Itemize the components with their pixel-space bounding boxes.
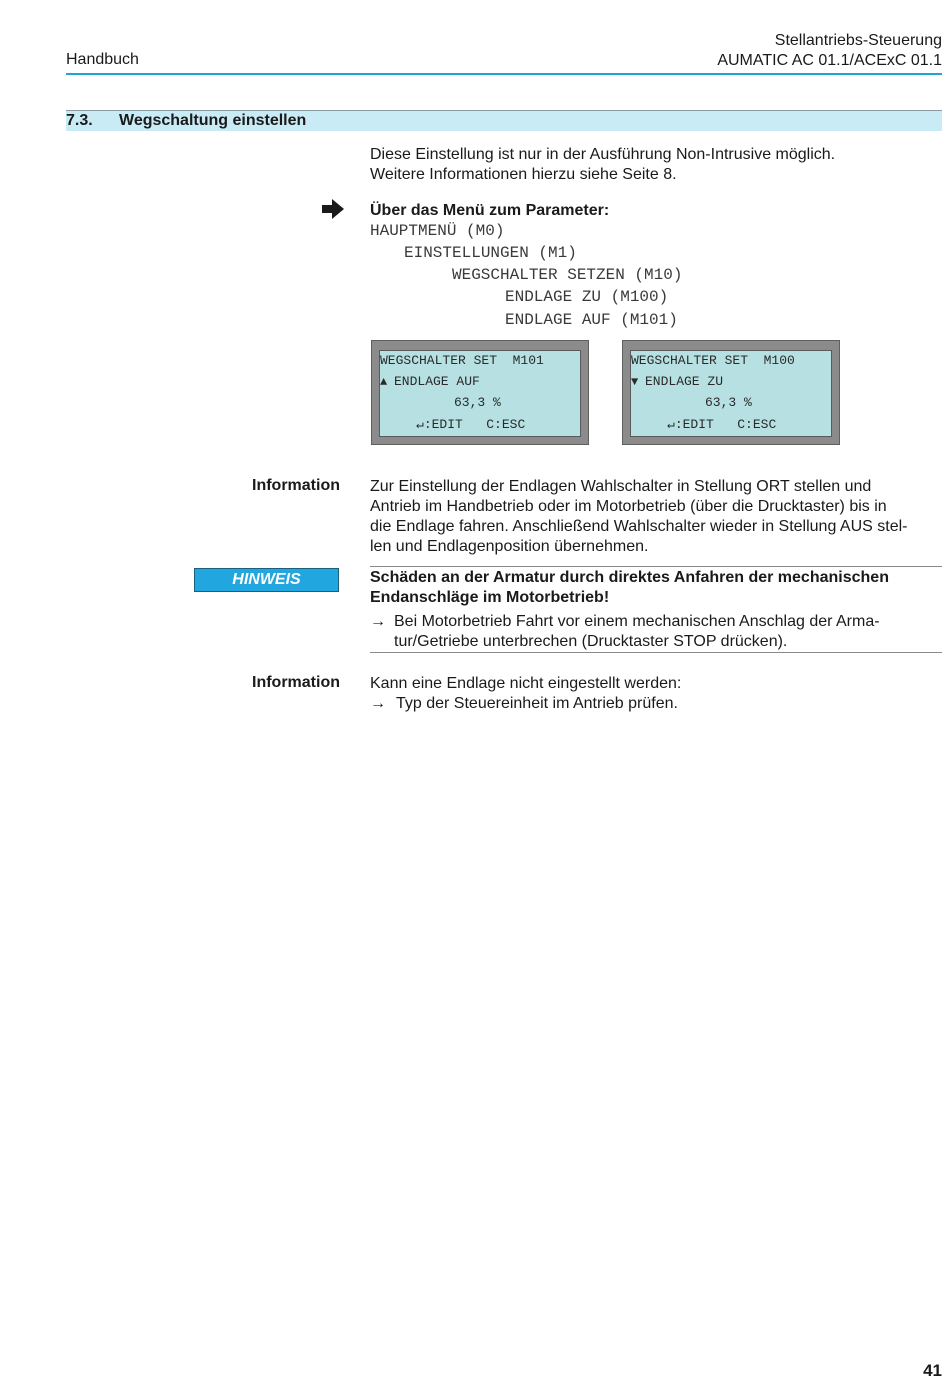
intro-paragraph <box>370 145 942 185</box>
notice-heading <box>370 568 942 608</box>
lcd-title-line: WEGSCHALTER SET M100 <box>631 353 795 368</box>
header-product-line2: AUMATIC AC 01.1/ACExC 01.1 <box>717 52 942 69</box>
header-product <box>717 31 942 71</box>
section-number: 7.3. <box>66 112 93 129</box>
lcd-title-line: WEGSCHALTER SET M101 <box>380 353 544 368</box>
paragraph-line: len und Endlagenposition übernehmen. <box>370 538 649 555</box>
notice-bottom-rule <box>370 652 942 653</box>
information-label: Information <box>252 674 340 691</box>
paragraph-line: Antrieb im Handbetrieb oder im Motorbetrieb (über die Drucktaster) bis in <box>370 498 887 515</box>
lcd-screen <box>630 350 832 437</box>
lcd-display-m101 <box>371 340 589 445</box>
intro-line: Diese Einstellung ist nur in der Ausführung Non-Intrusive möglich. <box>370 146 836 163</box>
notice-instruction-line: Bei Motorbetrieb Fahrt vor einem mechanischen Anschlag der Arma- <box>394 613 880 630</box>
paragraph-line: Kann eine Endlage nicht eingestellt werden: <box>370 675 682 692</box>
information-label: Information <box>252 477 340 494</box>
lcd-value-line: 63,3 % <box>454 395 501 410</box>
lcd-display-m100 <box>622 340 840 445</box>
paragraph-line: Zur Einstellung der Endlagen Wahlschalter in Stellung ORT stellen und <box>370 478 872 495</box>
notice-instruction-line: tur/Getriebe unterbrechen (Drucktaster STOP drücken). <box>394 633 788 650</box>
header-product-line1: Stellantriebs-Steuerung <box>774 32 942 49</box>
notice-heading-line: Schäden an der Armatur durch direktes Anfahren der mechanischen <box>370 569 889 586</box>
lcd-keys-line: ↵:EDIT C:ESC <box>667 417 777 432</box>
notice-top-rule <box>370 566 942 567</box>
header-manual-label: Handbuch <box>66 51 139 68</box>
lcd-parameter-line: ENDLAGE AUF <box>394 374 480 389</box>
menu-item: WEGSCHALTER SETZEN (M10) <box>452 266 683 284</box>
lcd-parameter-line: ENDLAGE ZU <box>645 374 724 389</box>
paragraph-line: Typ der Steuereinheit im Antrieb prüfen. <box>396 695 678 712</box>
intro-line: Weitere Informationen hierzu siehe Seite 8. <box>370 166 677 183</box>
menu-item: ENDLAGE ZU (M100) <box>505 288 669 306</box>
menu-heading: Über das Menü zum Parameter: <box>370 202 610 219</box>
section-heading <box>66 110 942 131</box>
triangle-down-icon: ▼ <box>631 375 639 389</box>
information-paragraph <box>370 674 942 714</box>
notice-heading-line: Endanschläge im Motorbetrieb! <box>370 589 610 606</box>
page-number: 41 <box>923 1361 942 1380</box>
notice-badge: HINWEIS <box>194 568 339 592</box>
arrow-right-icon: → <box>370 613 386 630</box>
paragraph-line: die Endlage fahren. Anschließend Wahlschalter wieder in Stellung AUS stel- <box>370 518 908 535</box>
lcd-value-line: 63,3 % <box>705 395 752 410</box>
menu-item: HAUPTMENÜ (M0) <box>370 222 505 240</box>
menu-item: ENDLAGE AUF (M101) <box>505 311 678 329</box>
lcd-screen <box>379 350 581 437</box>
triangle-up-icon: ▲ <box>380 375 388 389</box>
arrow-right-icon: → <box>370 695 386 712</box>
header-divider <box>66 73 942 75</box>
section-title: Wegschaltung einstellen <box>119 112 307 129</box>
menu-item: EINSTELLUNGEN (M1) <box>404 244 577 262</box>
arrow-right-icon <box>322 199 344 219</box>
notice-instruction <box>370 612 942 652</box>
information-paragraph <box>370 477 942 557</box>
lcd-keys-line: ↵:EDIT C:ESC <box>416 417 526 432</box>
